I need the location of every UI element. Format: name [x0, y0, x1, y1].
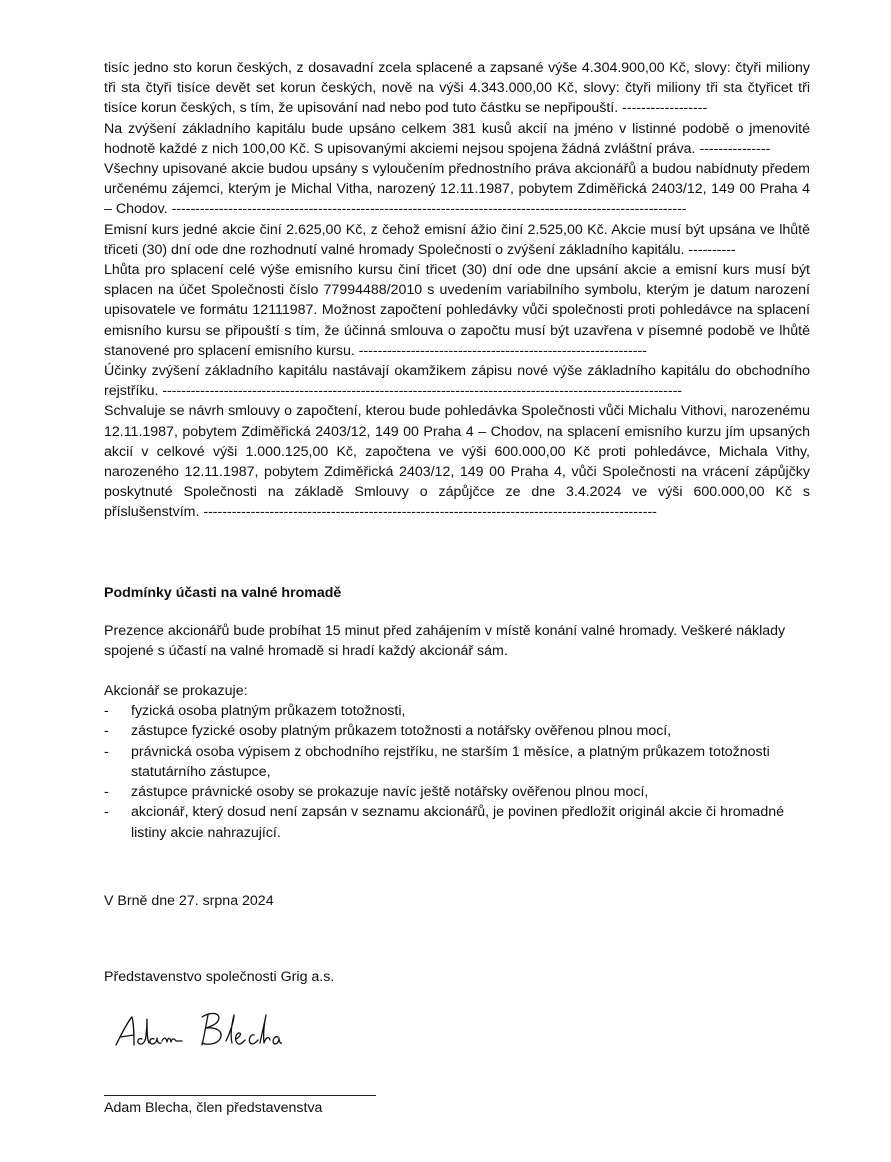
list-item: - právnická osoba výpisem z obchodního rejstříku, ne starším 1 měsíce, a platným průkazem totožnosti statutárního zástupce,: [104, 743, 770, 780]
bullet-dash: -: [104, 804, 109, 821]
handwritten-signature: [112, 1007, 282, 1055]
identification-intro: Akcionář se prokazuje:: [104, 683, 248, 700]
section-heading: Podmínky účasti na valné hromadě: [104, 584, 342, 601]
paragraph-capital-increase-amount: tisíc jedno sto korun českých, z dosavadní zcela splacené a zapsané výše 4.304.900,00 Kč, slovy: čtyři miliony tři sta čtyři tisíce devět set korun českých, nově na výši 4.343.000,00 Kč, slovy: čtyři miliony tři sta čtyřicet tři tisíce korun českých, s tím, že upisování nad nebo pod tuto částku se nepřipouští. ------------------: [104, 60, 810, 117]
list-item: - akcionář, který dosud není zapsán v seznamu akcionářů, je povinen předložit originál akcie či hromadné listiny akcie nahrazující.: [104, 804, 784, 841]
signature-line: [104, 1095, 376, 1096]
bullet-dash: -: [104, 743, 109, 760]
board-line: Představenstvo společnosti Grig a.s.: [104, 968, 335, 985]
identification-list: [104, 701, 810, 842]
paragraph-issue-price: Emisní kurs jedné akcie činí 2.625,00 Kč, z čehož emisní ážio činí 2.525,00 Kč. Akcie musí být upsána ve lhůtě třiceti (30) dní ode dne rozhodnutí valné hromady Společnosti o zvýšení základního kapitálu. ----------: [104, 221, 810, 258]
list-item: - fyzická osoba platným průkazem totožnosti,: [104, 701, 810, 721]
document-page: [104, 58, 810, 1116]
bullet-dash: -: [104, 784, 109, 801]
list-item: - zástupce fyzické osoby platným průkazem totožnosti a notářsky ověřenou plnou mocí,: [104, 721, 810, 741]
bullet-dash: -: [104, 703, 109, 720]
signatory-name: Adam Blecha, člen představenstva: [104, 1099, 323, 1116]
paragraph-share-count: Na zvýšení základního kapitálu bude upsáno celkem 381 kusů akcií na jméno v listinné podobě o jmenovité hodnotě každé z nich 100,00 Kč. S upisovanými akciemi nejsou spojena žádná zvláštní práva. ---------------: [104, 120, 810, 157]
paragraph-payment-deadline: Lhůta pro splacení celé výše emisního kursu činí třicet (30) dní ode dne upsání akcie a emisní kurs musí být splacen na účet Společnosti číslo 77994488/2010 s uvedením variabilního symbolu, kterým je datum narození upisovatele ve formátu 12111987. Možnost započtení pohledávky vůči společnosti proti pohledávce na splacení emisního kursu se připouští s tím, že účinná smlouva o započtu musí být uzavřena v písemné podobě ve lhůtě stanovené pro splacení emisního kursu. -------------------------------------------------------------: [104, 262, 810, 359]
bullet-dash: -: [104, 723, 109, 740]
list-item: - zástupce právnické osoby se prokazuje navíc ještě notářsky ověřenou plnou mocí,: [104, 782, 810, 802]
presence-paragraph: Prezence akcionářů bude probíhat 15 minut před zahájením v místě konání valné hromady. Veškeré náklady spojené s účastí na valné hromadě si hradí každý akcionář sám.: [104, 622, 786, 659]
paragraph-subscriber: Všechny upisované akcie budou upsány s vyloučením přednostního práva akcionářů a budou nabídnuty předem určenému zájemci, kterým je Michal Vitha, narozený 12.11.1987, pobytem Zdiměřická 2403/12, 149 00 Praha 4 – Chodov. -------------------------------------------------------------------------------------------------------------: [104, 161, 810, 218]
place-and-date: V Brně dne 27. srpna 2024: [104, 892, 274, 909]
paragraph-effects: Účinky zvýšení základního kapitálu nastávají okamžikem zápisu nové výše základního kapitálu do obchodního rejstříku. --------------------------------------------------------------------------------------------------------------: [104, 363, 810, 400]
paragraph-set-off-agreement: Schvaluje se návrh smlouvy o započtení, kterou bude pohledávka Společnosti vůči Michalu Vithovi, narozenému 12.11.1987, pobytem Zdiměřická 2403/12, 149 00 Praha 4 – Chodov, na splacení emisního kurzu jím upsaných akcií v celkové výši 1.000.125,00 Kč, započtena ve výši 600.000,00 Kč proti pohledávce, Michala Vithy, narozeného 12.11.1987, pobytem Zdiměřická 2403/12, 149 00 Praha 4, vůči Společnosti na vrácení zápůjčky poskytnuté Společnosti na základě Smlouvy o zápůjčce ze dne 3.4.2024 ve výši 600.000,00 Kč s příslušenstvím. ------------------------------------------------------------------------------------------------: [104, 403, 810, 521]
